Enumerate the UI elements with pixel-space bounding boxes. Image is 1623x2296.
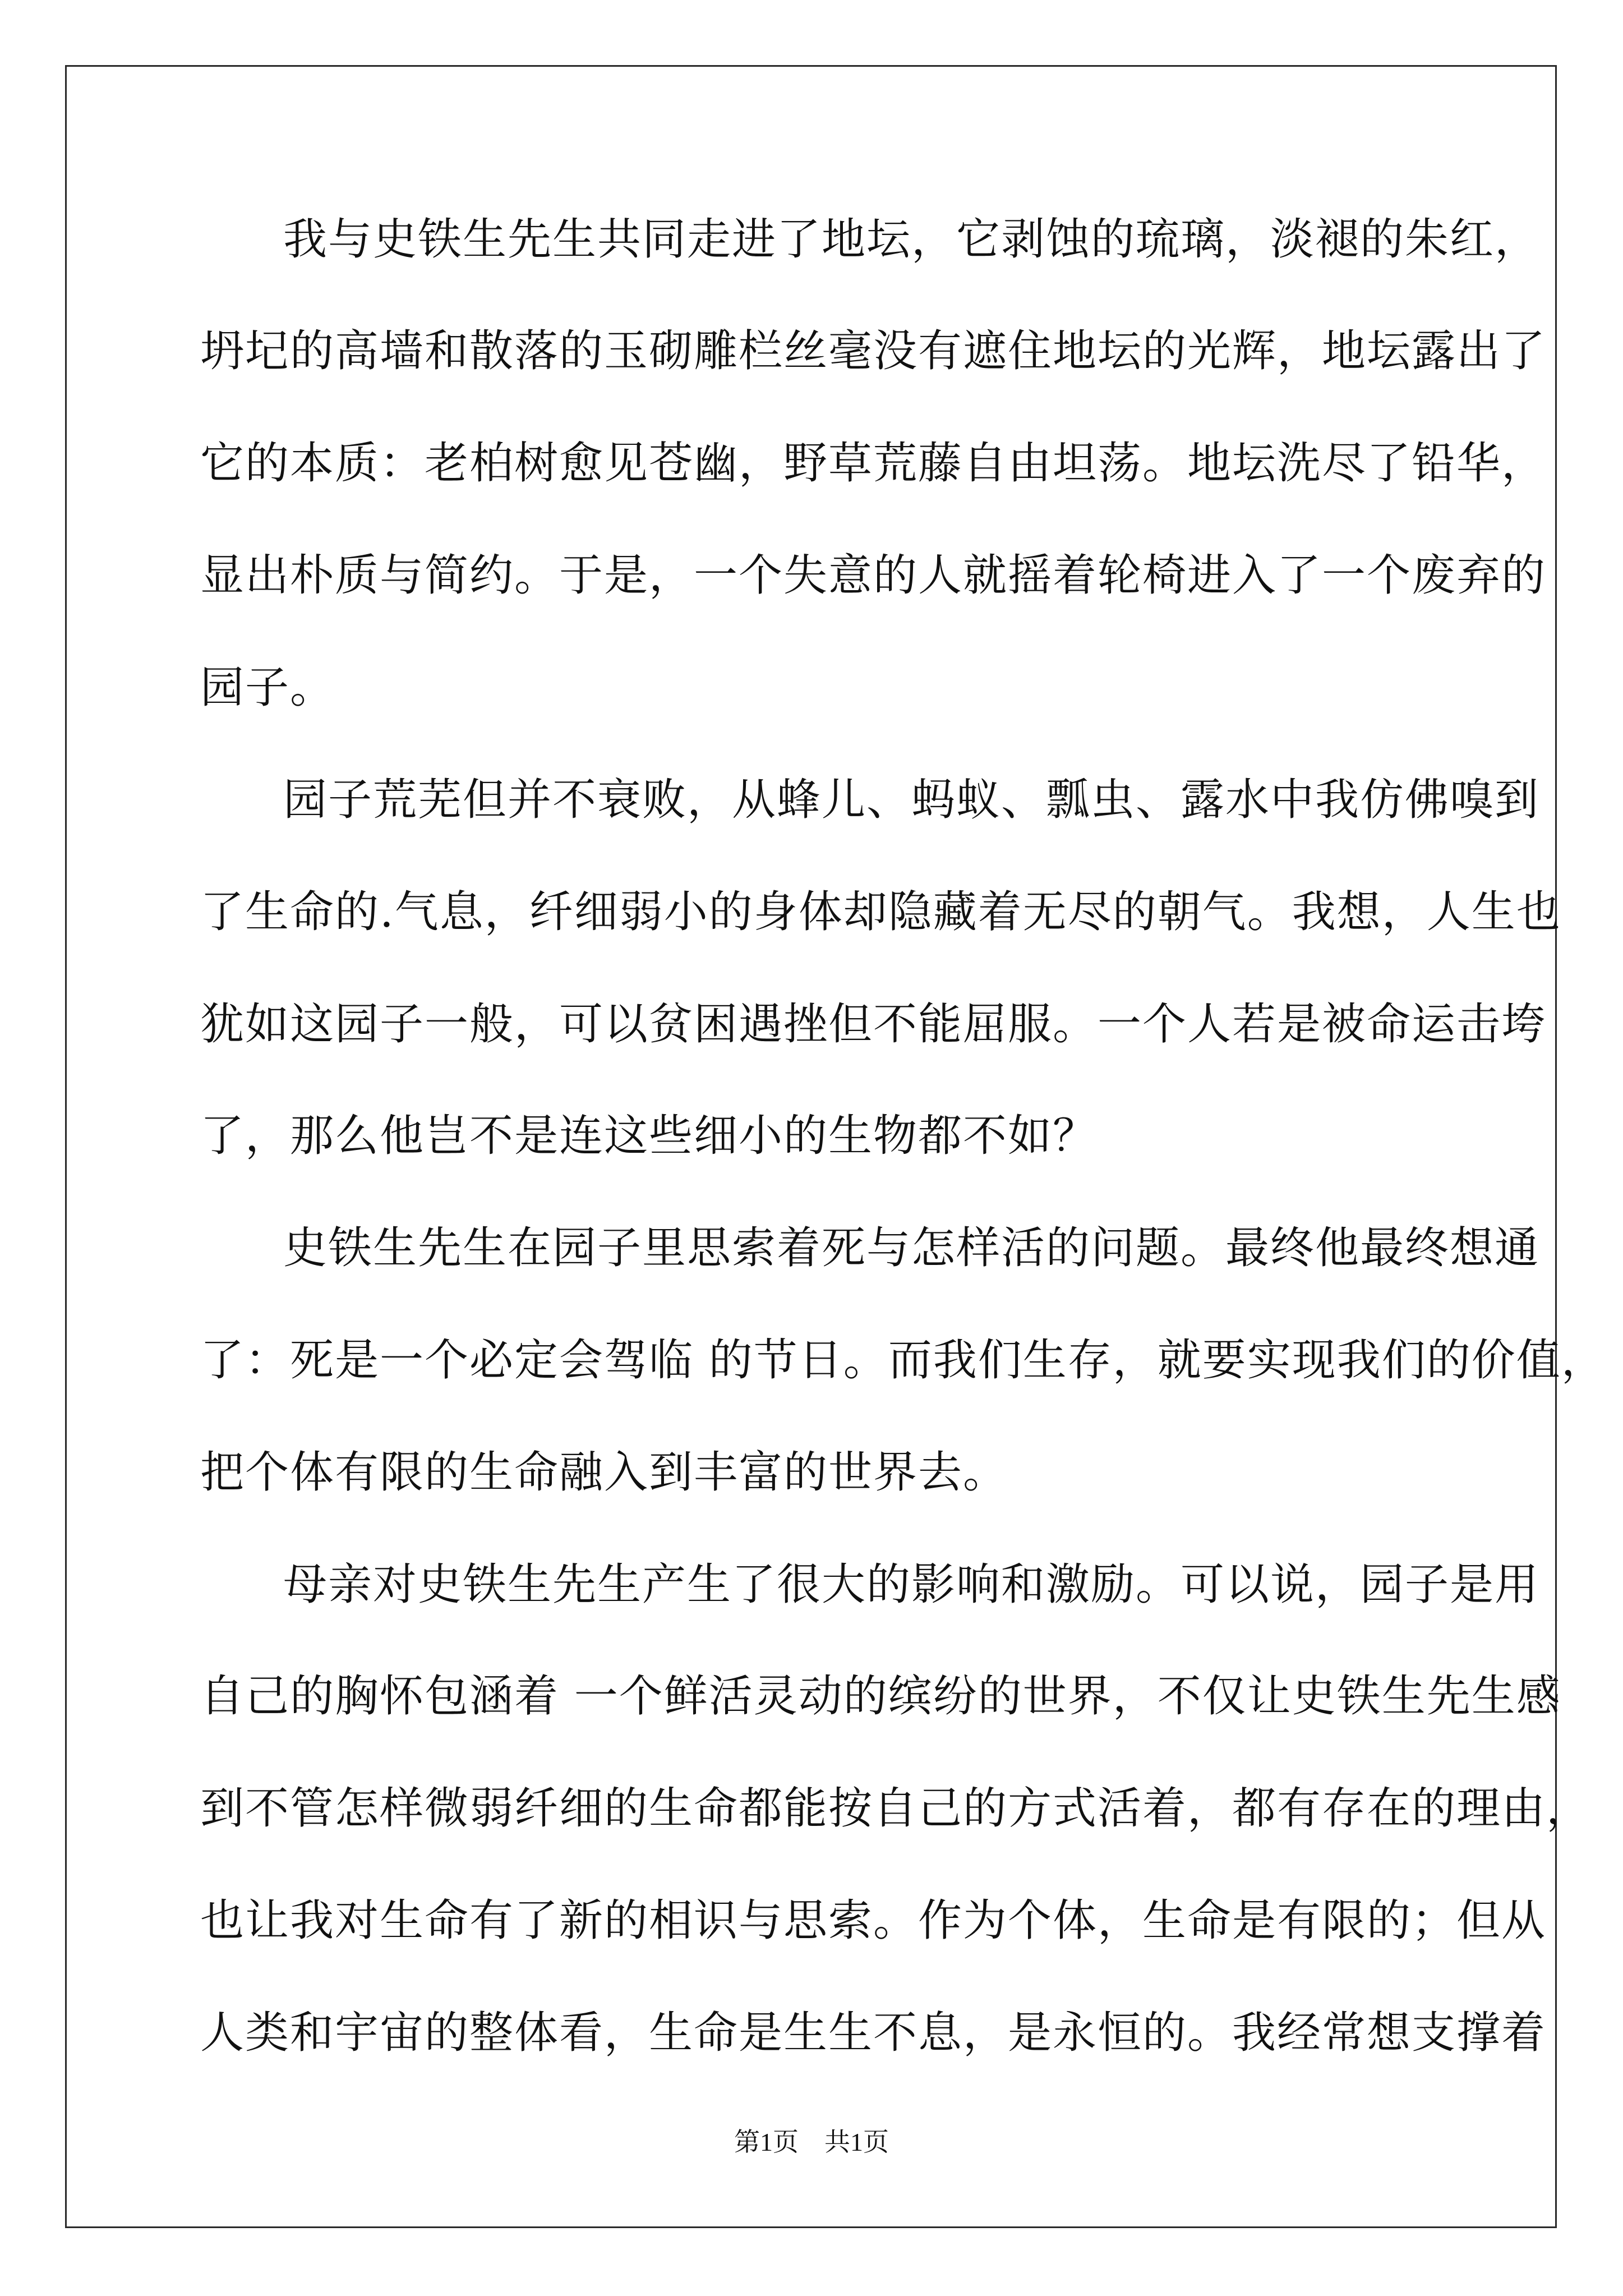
- text-line: 了：死是一个必定会驾临 的节日。而我们生存，就要实现我们的价值，: [200, 1335, 1606, 1386]
- text-line: 坍圮的高墙和散落的玉砌雕栏丝毫没有遮住地坛的光辉，地坛露出了: [200, 326, 1547, 376]
- text-line: 到不管怎样微弱纤细的生命都能按自己的方式活着，都有存在的理由，: [200, 1783, 1592, 1834]
- text-line: 把个体有限的生命融入到丰富的世界去。: [200, 1447, 1008, 1498]
- text-line: 人类和宇宙的整体看，生命是生生不息，是永恒的。我经常想支撑着: [200, 2008, 1547, 2058]
- text-line: 我与史铁生先生共同走进了地坛，它剥蚀的琉璃，淡褪的朱红，: [283, 214, 1540, 265]
- text-line: 了，那么他岂不是连这些细小的生物都不如？: [200, 1111, 1098, 1161]
- text-line: 显出朴质与简约。于是，一个失意的人就摇着轮椅进入了一个废弃的: [200, 550, 1547, 601]
- page-number-footer: 第1页 共1页: [734, 2128, 889, 2156]
- text-line: 了生命的.气息，纤细弱小的身体却隐藏着无尽的朝气。我想，人生也: [200, 887, 1561, 937]
- text-line: 园子。: [200, 662, 335, 713]
- text-line: 自己的胸怀包涵着 一个鲜活灵动的缤纷的世界，不仅让史铁生先生感: [200, 1671, 1561, 1722]
- text-line: 犹如这园子一般，可以贫困遇挫但不能屈服。一个人若是被命运击垮: [200, 999, 1547, 1050]
- text-line: 史铁生先生在园子里思索着死与怎样活的问题。最终他最终想通: [283, 1223, 1540, 1273]
- text-line: 园子荒芜但并不衰败，从蜂儿、蚂蚁、瓢虫、露水中我仿佛嗅到: [283, 775, 1540, 825]
- text-line: 它的本质：老柏树愈见苍幽，野草荒藤自由坦荡。地坛洗尽了铅华，: [200, 438, 1547, 489]
- text-line: 也让我对生命有了新的相识与思索。作为个体，生命是有限的；但从: [200, 1895, 1547, 1946]
- text-line: 母亲对史铁生先生产生了很大的影响和激励。可以说，园子是用: [283, 1559, 1540, 1610]
